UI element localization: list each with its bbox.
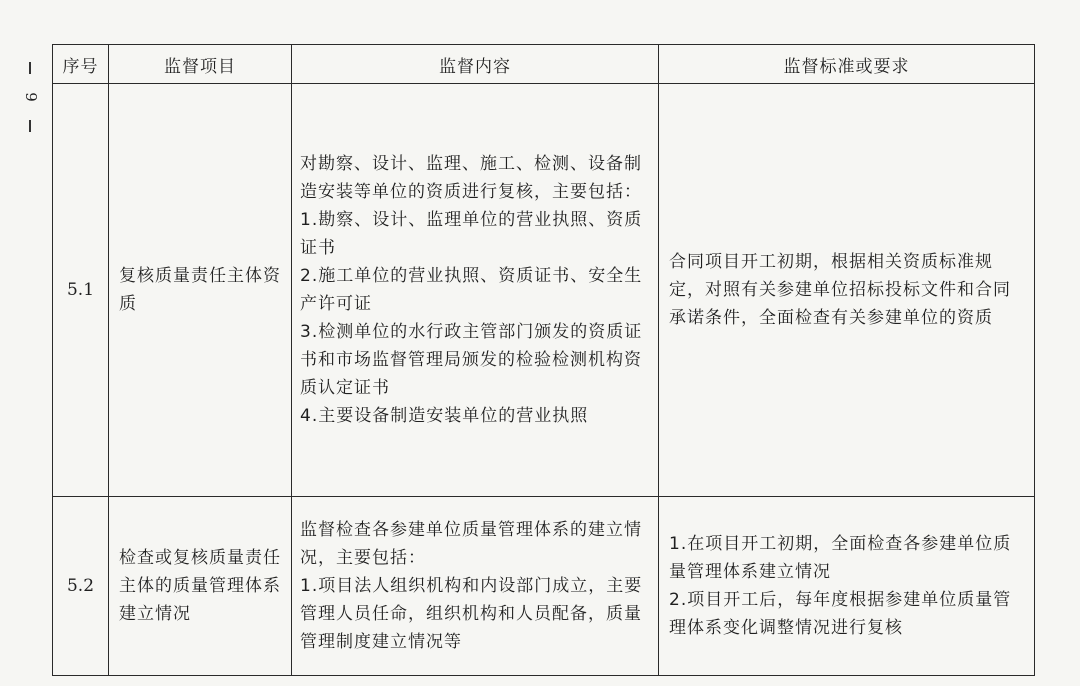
row-content: [292, 84, 659, 497]
supervision-table: [52, 44, 1035, 676]
row-number: 5.2: [53, 497, 109, 676]
content-point: 4.主要设备制造安装单位的营业执照: [300, 406, 589, 426]
row-content: [292, 497, 659, 676]
row-number: 5.1: [53, 84, 109, 497]
header-no: 序号: [53, 45, 109, 84]
table-row: [53, 84, 1035, 497]
row-item: 复核质量责任主体资质: [109, 84, 292, 497]
page-number: 9: [22, 92, 40, 102]
table-row: [53, 497, 1035, 676]
page-number-marker: [18, 62, 42, 152]
header-content: 监督内容: [292, 45, 659, 84]
content-point: 3.检测单位的水行政主管部门颁发的资质证书和市场监督管理局颁发的检验检测机构资质认定证书: [300, 322, 643, 398]
content-point: 2.施工单位的营业执照、资质证书、安全生产许可证: [300, 266, 643, 314]
header-item: 监督项目: [109, 45, 292, 84]
content-intro: 监督检查各参建单位质量管理体系的建立情况，主要包括：: [300, 520, 642, 568]
content-point: 1.勘察、设计、监理单位的营业执照、资质证书: [300, 210, 643, 258]
row-standard: [659, 497, 1035, 676]
table-header-row: [53, 45, 1035, 84]
header-standard: 监督标准或要求: [659, 45, 1035, 84]
content-point: 1.项目法人组织机构和内设部门成立，主要管理人员任命，组织机构和人员配备，质量管理制度建立情况等: [300, 576, 643, 652]
row-item: 检查或复核质量责任主体的质量管理体系建立情况: [109, 497, 292, 676]
page-marker-bottom-dash: [29, 120, 31, 132]
standard-point: 2.项目开工后，每年度根据参建单位质量管理体系变化调整情况进行复核: [669, 590, 1012, 638]
standard-point: 合同项目开工初期，根据相关资质标准规定，对照有关参建单位招标投标文件和合同承诺条件，全面检查有关参建单位的资质: [669, 252, 1011, 328]
standard-point: 1.在项目开工初期，全面检查各参建单位质量管理体系建立情况: [669, 534, 1012, 582]
row-standard: [659, 84, 1035, 497]
page-marker-top-dash: [29, 62, 31, 74]
content-intro: 对勘察、设计、监理、施工、检测、设备制造安装等单位的资质进行复核，主要包括：: [300, 154, 642, 202]
